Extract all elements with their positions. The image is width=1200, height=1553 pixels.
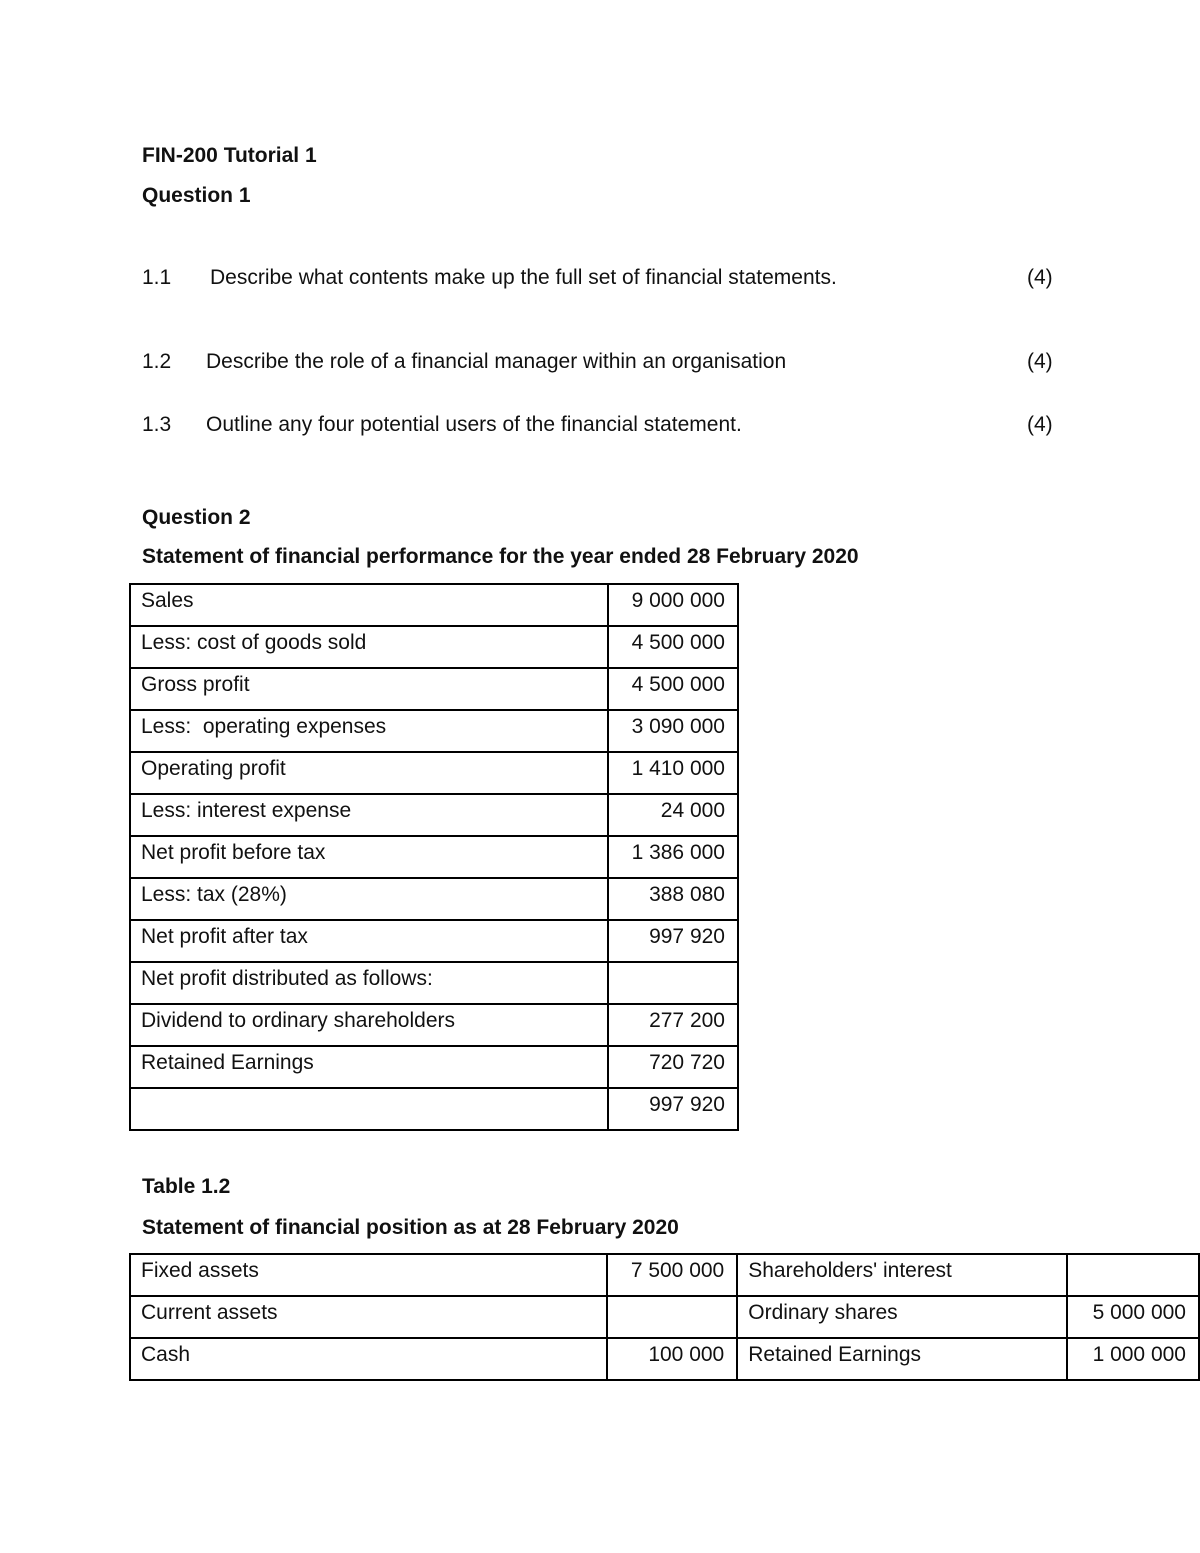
table-label: Table 1.2 <box>142 1175 231 1198</box>
performance-table <box>129 583 739 1131</box>
right-label: Ordinary shares <box>737 1296 1067 1338</box>
row-value: 4 500 000 <box>608 626 738 668</box>
row-value: 24 000 <box>608 794 738 836</box>
row-label: Operating profit <box>130 752 608 794</box>
question-1-heading: Question 1 <box>142 184 251 207</box>
item-1-1-number: 1.1 <box>142 266 172 289</box>
row-value <box>608 962 738 1004</box>
item-1-2-marks: (4) <box>1027 350 1053 373</box>
row-value: 720 720 <box>608 1046 738 1088</box>
row-label: Dividend to ordinary shareholders <box>130 1004 608 1046</box>
row-value: 997 920 <box>608 1088 738 1130</box>
row-value: 3 090 000 <box>608 710 738 752</box>
performance-statement-title: Statement of financial performance for the year ended 28 February 2020 <box>142 545 859 568</box>
item-1-1-text: Describe what contents make up the full set of financial statements. <box>210 266 837 289</box>
document-title: FIN-200 Tutorial 1 <box>142 144 317 167</box>
row-label: Net profit before tax <box>130 836 608 878</box>
row-value: 1 410 000 <box>608 752 738 794</box>
table-row <box>130 752 738 794</box>
item-1-3-number: 1.3 <box>142 413 172 436</box>
row-value: 1 386 000 <box>608 836 738 878</box>
item-1-2-number: 1.2 <box>142 350 172 373</box>
left-label: Fixed assets <box>130 1254 607 1296</box>
table-row <box>130 1004 738 1046</box>
table-row <box>130 836 738 878</box>
row-label: Less: tax (28%) <box>130 878 608 920</box>
row-label: Less: operating expenses <box>130 710 608 752</box>
table-row <box>130 584 738 626</box>
table-row <box>130 794 738 836</box>
row-value: 4 500 000 <box>608 668 738 710</box>
table-row <box>130 626 738 668</box>
left-value: 7 500 000 <box>607 1254 737 1296</box>
right-value: 5 000 000 <box>1067 1296 1199 1338</box>
left-value: 100 000 <box>607 1338 737 1380</box>
row-value: 997 920 <box>608 920 738 962</box>
row-label: Retained Earnings <box>130 1046 608 1088</box>
row-label <box>130 1088 608 1130</box>
table-row <box>130 920 738 962</box>
right-label: Shareholders' interest <box>737 1254 1067 1296</box>
item-1-1-marks: (4) <box>1027 266 1053 289</box>
position-table <box>129 1253 1200 1381</box>
question-2-heading: Question 2 <box>142 506 251 529</box>
right-value <box>1067 1254 1199 1296</box>
table-row <box>130 710 738 752</box>
row-label: Net profit after tax <box>130 920 608 962</box>
table-row <box>130 962 738 1004</box>
table-row <box>130 1296 1199 1338</box>
left-label: Current assets <box>130 1296 607 1338</box>
row-label: Net profit distributed as follows: <box>130 962 608 1004</box>
table-row <box>130 878 738 920</box>
item-1-3-marks: (4) <box>1027 413 1053 436</box>
table-row <box>130 668 738 710</box>
row-value: 277 200 <box>608 1004 738 1046</box>
item-1-2-text: Describe the role of a financial manager within an organisation <box>206 350 787 373</box>
row-label: Less: interest expense <box>130 794 608 836</box>
right-value: 1 000 000 <box>1067 1338 1199 1380</box>
row-label: Gross profit <box>130 668 608 710</box>
table-row <box>130 1046 738 1088</box>
table-row <box>130 1254 1199 1296</box>
right-label: Retained Earnings <box>737 1338 1067 1380</box>
row-value: 388 080 <box>608 878 738 920</box>
table-row <box>130 1088 738 1130</box>
row-label: Less: cost of goods sold <box>130 626 608 668</box>
position-statement-title: Statement of financial position as at 28 February 2020 <box>142 1216 679 1239</box>
table-row <box>130 1338 1199 1380</box>
row-label: Sales <box>130 584 608 626</box>
left-label: Cash <box>130 1338 607 1380</box>
item-1-3-text: Outline any four potential users of the financial statement. <box>206 413 742 436</box>
left-value <box>607 1296 737 1338</box>
row-value: 9 000 000 <box>608 584 738 626</box>
